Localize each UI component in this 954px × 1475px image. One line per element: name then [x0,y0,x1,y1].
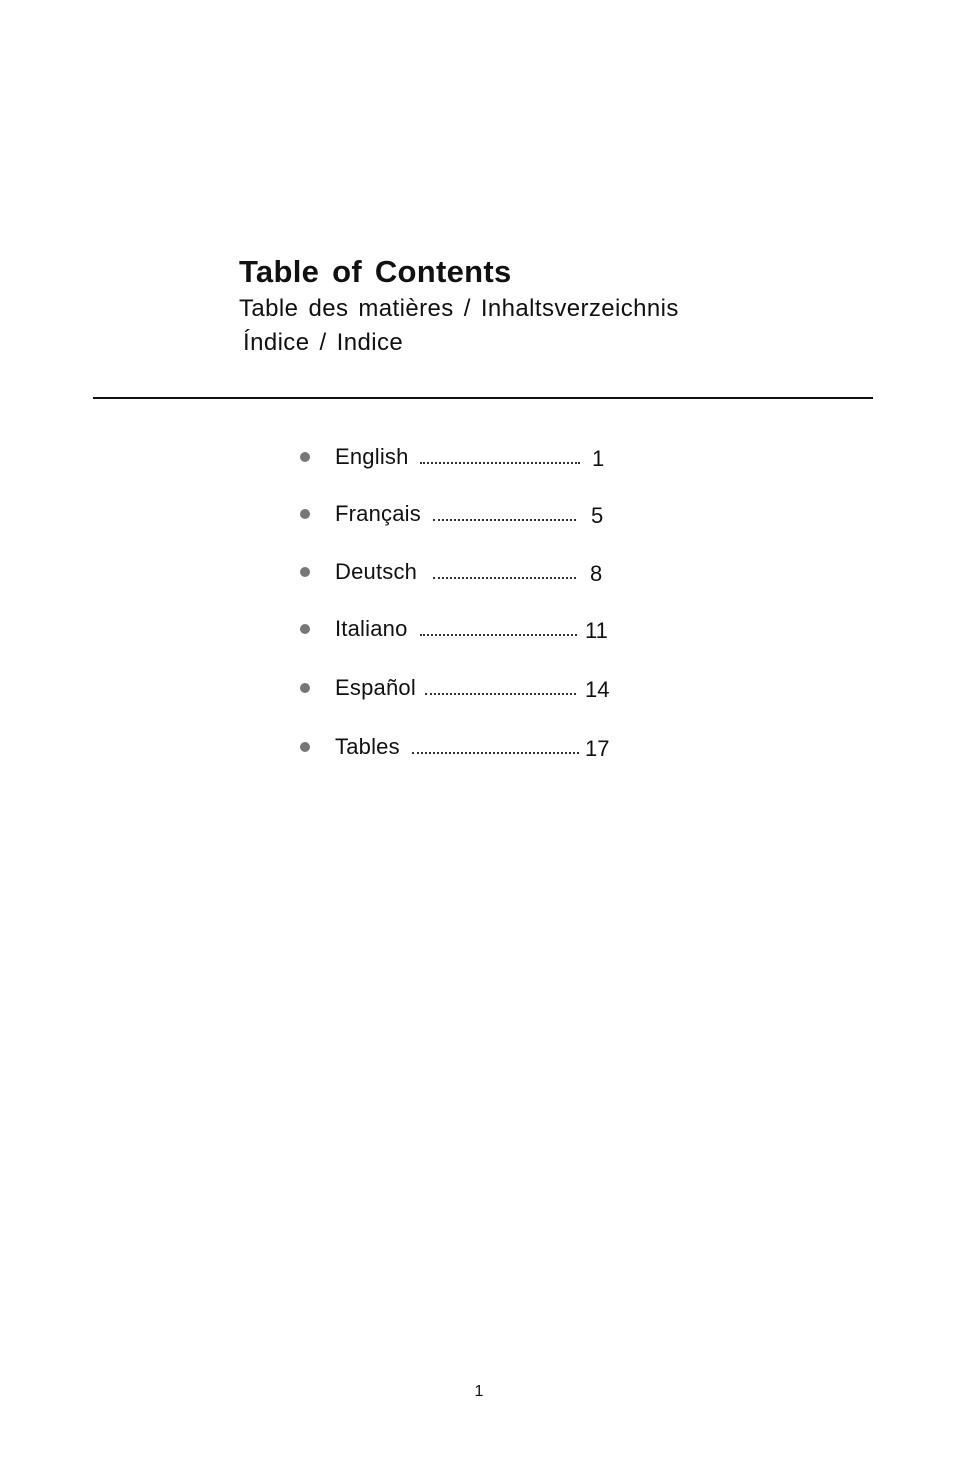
toc-entry-page: 14 [585,677,610,702]
dot-leader [433,563,576,579]
bullet-icon [300,683,310,693]
toc-entry-page: 5 [591,503,604,528]
bullet-icon [300,567,310,577]
page-number: 1 [474,1383,484,1400]
page-subtitle-line2: Índice / Indice [243,329,404,356]
toc-entry-label: Deutsch [335,559,418,584]
dot-leader [425,679,576,695]
toc-entry-deutsch[interactable] [298,559,618,589]
toc-entry-page: 17 [585,736,610,761]
dot-leader [420,448,580,464]
bullet-icon [300,742,310,752]
toc-entry-tables[interactable] [298,734,618,764]
toc-entry-label: Tables [335,734,400,759]
bullet-icon [300,624,310,634]
toc-entry-page: 11 [585,618,608,643]
dot-leader [412,738,579,754]
dot-leader [420,620,577,636]
toc-entry-page: 8 [590,561,603,586]
dot-leader [433,505,576,521]
toc-entry-italiano[interactable] [298,616,618,646]
bullet-icon [300,509,310,519]
toc-entry-espanol[interactable] [298,675,618,705]
page-subtitle-line1: Table des matières / Inhaltsverzeichnis [239,295,679,322]
page-title: Table of Contents [239,254,512,289]
toc-entry-label: Français [335,501,421,526]
bullet-icon [300,452,310,462]
toc-entry-label: English [335,444,409,469]
toc-entry-page: 1 [592,446,605,471]
toc-entry-francais[interactable] [298,501,618,531]
toc-entry-label: Italiano [335,616,408,641]
toc-entry-label: Español [335,675,416,700]
toc-entry-english[interactable] [298,444,618,474]
